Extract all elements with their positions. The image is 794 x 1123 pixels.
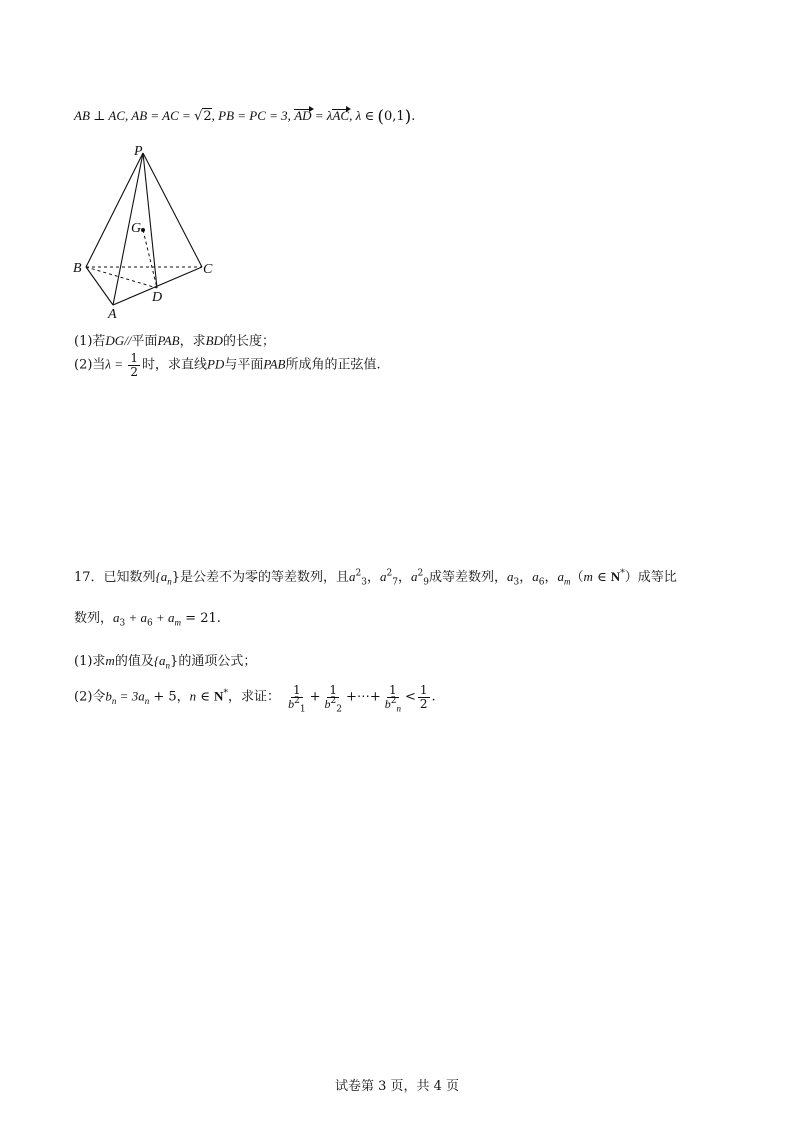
label-d: D bbox=[152, 290, 163, 305]
q17-p2-b-sub: n bbox=[111, 696, 117, 707]
q16-p2-lambda: λ = bbox=[105, 356, 127, 372]
q17-p2-lt: < bbox=[404, 689, 416, 705]
q17-am-sub: m bbox=[564, 576, 571, 587]
q17-a6-sub: 6 bbox=[538, 577, 545, 588]
q17-p2-dots: +⋯+ bbox=[345, 689, 381, 705]
q17-p1-seq: {a bbox=[153, 653, 166, 668]
q17-l2-end: . bbox=[216, 611, 221, 626]
q16-p2-mid2: 与平面 bbox=[224, 357, 264, 373]
frac-b2-den bbox=[322, 695, 343, 714]
frac-bn-sub: n bbox=[396, 702, 401, 713]
q17-p2-b: b bbox=[105, 688, 112, 704]
interval-open-paren: ( bbox=[377, 107, 384, 127]
q17-a7sq: a bbox=[380, 569, 387, 584]
q16-p2-prefix: (2)当 bbox=[74, 357, 106, 373]
q16-p2-mid: 时，求直线 bbox=[141, 357, 207, 373]
q17-a9sq: a bbox=[411, 569, 418, 584]
q17-l2-sub3: m bbox=[174, 617, 182, 628]
pyramid-figure bbox=[0, 140, 240, 320]
q17-number: 17．已知数列 bbox=[74, 570, 156, 585]
fraction-numerator: 1 bbox=[130, 351, 138, 365]
q17-cond-in: ∈ bbox=[592, 570, 611, 585]
page-footer: 试卷第 3 页，共 4 页 bbox=[334, 1079, 460, 1094]
q16-p1-end: 的长度； bbox=[222, 334, 275, 349]
frac-b2-num: 1 bbox=[329, 683, 338, 697]
q17-seq-sub: n bbox=[167, 576, 172, 587]
frac-bn-den bbox=[383, 695, 403, 713]
frac-bn-num: 1 bbox=[389, 683, 397, 697]
q17-p2-sep: ， bbox=[176, 689, 190, 705]
q16-p1-plane: PAB bbox=[157, 333, 180, 348]
q17-part1 bbox=[74, 650, 256, 669]
fraction-denominator: 2 bbox=[130, 364, 138, 379]
label-a: A bbox=[108, 307, 117, 320]
edge-pb bbox=[86, 153, 143, 267]
q17-l2-p2: + a bbox=[152, 610, 175, 625]
q17-a3sq-sup: 2 bbox=[355, 568, 362, 579]
frac-bn bbox=[383, 683, 403, 713]
condition-end: . bbox=[411, 109, 416, 124]
q16-p2-end: 所成角的正弦值. bbox=[285, 357, 381, 373]
q16-p1-seg: BD bbox=[205, 333, 223, 348]
frac-bn-sup: 2 bbox=[390, 695, 397, 706]
frac-b1 bbox=[286, 683, 307, 714]
condition-line bbox=[74, 107, 415, 127]
frac-b1-den bbox=[286, 695, 307, 714]
q17-p1-m: m bbox=[105, 653, 115, 668]
q17-a3-sub: 3 bbox=[513, 577, 520, 588]
q16-p1-tail: ，求 bbox=[179, 334, 206, 349]
q17-p2-star: * bbox=[223, 688, 228, 699]
q17-a3: a bbox=[507, 569, 514, 584]
q17-l2-a: a bbox=[113, 610, 120, 625]
frac-half-den: 2 bbox=[419, 696, 428, 711]
edge-pc bbox=[143, 153, 202, 267]
frac-b1-num: 1 bbox=[293, 683, 301, 697]
point-g bbox=[141, 228, 145, 232]
q16-p2-plane: PAB bbox=[263, 356, 286, 372]
label-p: P bbox=[134, 144, 143, 159]
frac-b2-sup: 2 bbox=[330, 695, 337, 706]
q17-p2-plus: + bbox=[309, 689, 321, 705]
q17-p1-mid: 的值及 bbox=[114, 654, 154, 669]
q17-a9sq-sub: 9 bbox=[423, 577, 429, 588]
frac-b2-sub: 2 bbox=[336, 703, 342, 714]
q16-part2 bbox=[74, 352, 381, 378]
edge-pd bbox=[143, 153, 157, 288]
edge-ba bbox=[86, 267, 113, 305]
q17-cond-m: m bbox=[583, 569, 593, 584]
q17-cond-open: （ bbox=[570, 570, 584, 585]
q17-cond-star: * bbox=[620, 568, 625, 579]
frac-half bbox=[418, 684, 430, 710]
condition-part-4: , λ ∈ bbox=[349, 108, 378, 123]
condition-part-2: , PB = PC = 3, bbox=[211, 108, 295, 123]
label-g: G bbox=[131, 221, 142, 236]
q17-a3sq: a bbox=[349, 569, 356, 584]
q17-p1-seq-sub: n bbox=[165, 660, 171, 671]
vector-ad: AD bbox=[294, 108, 312, 123]
segment-gd-hidden bbox=[143, 230, 157, 288]
sqrt-symbol: √ bbox=[194, 109, 203, 124]
q16-p2-fraction bbox=[128, 352, 140, 378]
q17-p2-eq: = 3a bbox=[116, 688, 145, 704]
q17-cond-N: N bbox=[610, 569, 621, 584]
q17-text1: 是公差不为零的等差数列，且 bbox=[180, 570, 350, 585]
q17-p2-prefix: (2)令 bbox=[74, 689, 106, 705]
q17-a7sq-sub: 7 bbox=[392, 577, 398, 588]
frac-b1-sub: 1 bbox=[299, 703, 306, 714]
frac-b1-sup: 2 bbox=[294, 695, 300, 706]
frac-b2 bbox=[322, 683, 343, 714]
sep-2: ， bbox=[398, 570, 412, 585]
q17-seq-close: } bbox=[171, 570, 181, 585]
sqrt-argument: 2 bbox=[203, 109, 212, 124]
label-c: C bbox=[203, 262, 213, 277]
interval-values: 0,1 bbox=[383, 109, 405, 124]
q17-p2-N: N bbox=[214, 688, 224, 704]
q16-p1-cond: DG// bbox=[105, 333, 132, 348]
frac-half-num: 1 bbox=[419, 683, 428, 697]
q16-part1 bbox=[74, 330, 275, 349]
q17-p2-end: . bbox=[431, 689, 436, 705]
q17-a9sq-sup: 2 bbox=[417, 568, 424, 579]
frac-bn-b: b bbox=[384, 696, 391, 711]
q16-p2-line: PD bbox=[206, 356, 225, 372]
label-b: B bbox=[73, 261, 82, 276]
vector-ac: AC bbox=[332, 108, 350, 123]
sep-3: ， bbox=[519, 570, 533, 585]
q16-p1-prefix: (1)若 bbox=[74, 334, 106, 349]
frac-b2-b: b bbox=[324, 696, 331, 711]
q17-p2-eq-sub: n bbox=[144, 696, 150, 707]
q17-p1-end: 的通项公式； bbox=[178, 654, 257, 669]
q17-l2-p1: + a bbox=[125, 610, 148, 625]
q17-part2 bbox=[74, 683, 436, 714]
sep-1: ， bbox=[367, 570, 381, 585]
condition-part-3: = λ bbox=[311, 108, 333, 123]
q17-line1 bbox=[74, 566, 677, 588]
q17-text3: 成等比 bbox=[637, 570, 677, 585]
condition-part-1: AB ⊥ AC, AB = AC = bbox=[74, 108, 195, 123]
q17-seq: {a bbox=[155, 569, 168, 584]
q17-p1-seq-close: } bbox=[170, 654, 179, 669]
q17-l2-sub2: 6 bbox=[147, 618, 153, 629]
q17-p2-prove: ，求证： bbox=[227, 689, 280, 705]
q17-p1-prefix: (1)求 bbox=[74, 654, 106, 669]
q17-a3sq-sub: 3 bbox=[361, 577, 368, 588]
q17-a6: a bbox=[532, 569, 539, 584]
q17-cond-close: ） bbox=[624, 570, 638, 585]
q17-l2-text: 数列， bbox=[74, 611, 114, 626]
q17-p2-n: n bbox=[189, 688, 197, 704]
frac-b1-b: b bbox=[288, 696, 295, 711]
q17-p2-in: ∈ bbox=[196, 689, 215, 705]
q17-a7sq-sup: 2 bbox=[386, 568, 393, 579]
q17-p2-eq-tail: + 5 bbox=[149, 689, 177, 705]
interval-close-paren: ) bbox=[404, 107, 412, 127]
segment-bd-hidden bbox=[86, 267, 157, 288]
q17-text2: 成等差数列， bbox=[428, 570, 507, 585]
q17-line2 bbox=[74, 607, 221, 629]
q17-am: a bbox=[557, 569, 564, 584]
sep-4: ， bbox=[544, 570, 558, 585]
q17-l2-sub1: 3 bbox=[119, 618, 126, 629]
q16-p1-mid: 平面 bbox=[131, 334, 158, 349]
q17-l2-p3: = 21 bbox=[181, 611, 217, 626]
